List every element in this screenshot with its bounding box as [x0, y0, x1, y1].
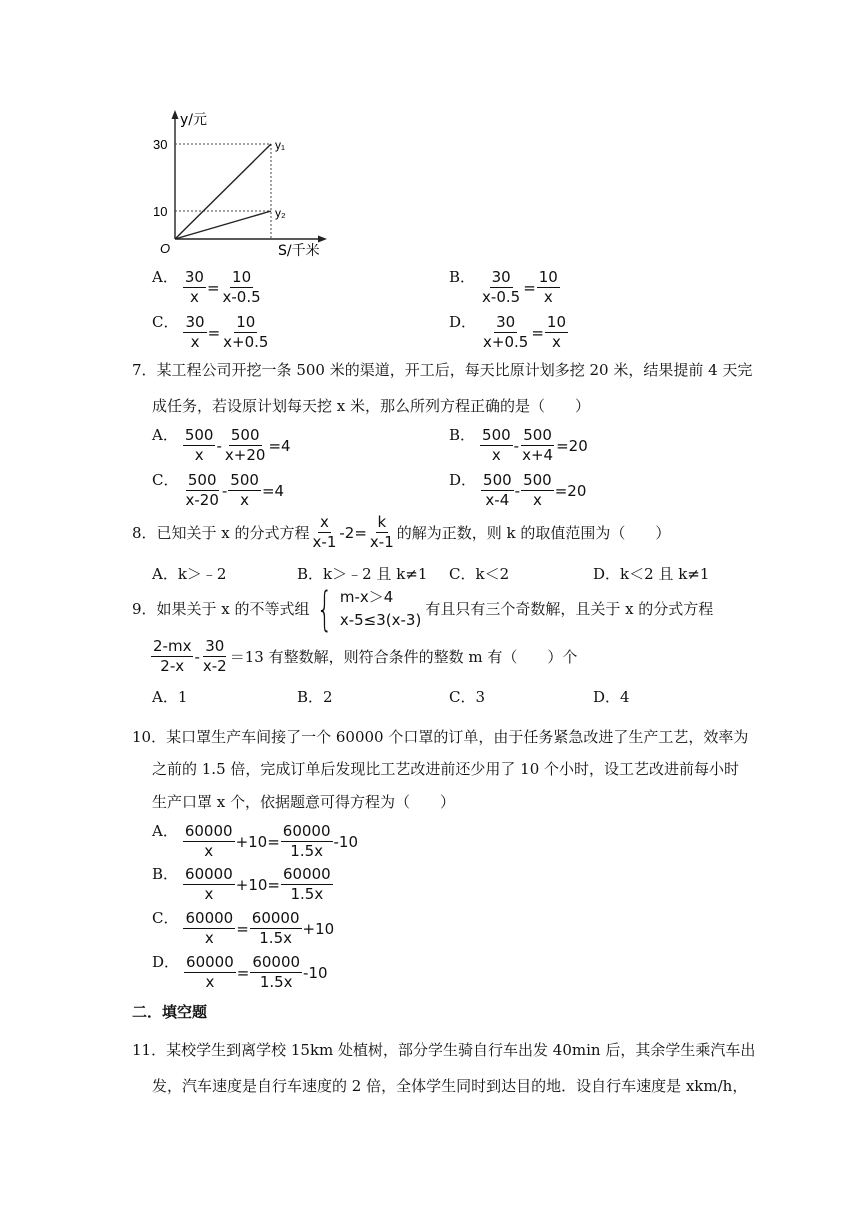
denominator: x — [543, 288, 553, 306]
denominator: x-1 — [312, 533, 337, 551]
inequality-1: m-x＞4 — [339, 588, 394, 606]
q9-line2-suffix: ＝13 有整数解，则符合条件的整数 m 有（ ）个 — [229, 647, 578, 666]
denominator: x+4 — [522, 446, 554, 464]
q10-option-b[interactable] — [152, 863, 334, 903]
inequality-system — [310, 582, 422, 636]
numerator: 500 — [523, 471, 552, 489]
numerator: 500 — [483, 471, 512, 489]
denominator: x-0.5 — [482, 288, 521, 306]
q9-option-a[interactable]: A．1 — [152, 688, 188, 706]
inequality-2: x-5≤3(x-3) — [339, 611, 422, 629]
section-title-fill-in: 二．填空题 — [132, 1003, 208, 1021]
x-axis-label: S/千米 — [278, 243, 320, 259]
numerator: 500 — [187, 471, 217, 489]
numerator: 60000 — [252, 953, 301, 971]
q10-line-1: 10．某口罩生产车间接了一个 60000 个口罩的订单，由于任务紧急改进了生产工艺，效率为 — [132, 728, 749, 746]
q8-stem — [132, 514, 670, 551]
denominator: x+0.5 — [483, 333, 529, 351]
tick-10-label: 10 — [153, 204, 168, 219]
option-label: D． — [449, 471, 477, 489]
numerator: 30 — [491, 268, 511, 286]
numerator: 500 — [523, 426, 552, 444]
q9-prefix: 9．如果关于 x 的不等式组 — [132, 600, 310, 618]
denominator: x — [205, 973, 215, 991]
q7-option-a[interactable] — [152, 424, 291, 464]
mid-operator: = — [236, 963, 250, 982]
numerator: 60000 — [251, 909, 300, 927]
q7-option-c[interactable] — [152, 469, 284, 509]
equals-sign: = — [531, 323, 544, 342]
q10-line-3: 生产口罩 x 个，依据题意可得方程为（ ） — [152, 793, 455, 811]
option-label: C． — [152, 313, 179, 331]
q9-stem-2 — [150, 638, 577, 675]
tick-30-label: 30 — [153, 137, 168, 152]
option-label: C． — [152, 909, 179, 927]
denominator: x — [240, 491, 250, 509]
graph-svg — [150, 105, 330, 265]
y-axis-arrow — [172, 110, 179, 119]
q10-option-c[interactable] — [152, 907, 334, 947]
rhs: =20 — [556, 436, 588, 455]
denominator: x — [491, 446, 501, 464]
denominator: x-1 — [369, 533, 394, 551]
left-brace: { — [316, 582, 333, 636]
q8-option-c[interactable]: C．k＜2 — [449, 565, 510, 583]
numerator: 2-mx — [153, 637, 192, 655]
numerator: 30 — [185, 313, 205, 331]
equals-sign: = — [206, 278, 220, 297]
mid-operator: +10= — [235, 875, 280, 894]
speed-cost-graph — [150, 105, 330, 265]
y-axis-label: y/元 — [180, 112, 208, 128]
option-label: C． — [152, 471, 179, 489]
q8-option-a[interactable]: A．k＞﹣2 — [152, 565, 227, 583]
q8-suffix: 的解为正数，则 k 的取值范围为（ ） — [396, 523, 671, 542]
denominator: x-0.5 — [222, 288, 261, 306]
denominator: 1.5x — [259, 929, 292, 947]
q11-line-2: 发，汽车速度是自行车速度的 2 倍，全体学生同时到达目的地．设自行车速度是 xkm/h， — [152, 1077, 748, 1095]
rhs: =4 — [268, 436, 291, 455]
numerator: x — [320, 513, 329, 531]
option-label: A． — [152, 268, 178, 286]
numerator: 60000 — [185, 865, 233, 883]
option-label: A． — [152, 822, 178, 840]
denominator: x+20 — [224, 446, 266, 464]
origin-label: O — [160, 241, 171, 256]
q8-option-d[interactable]: D．k＜2 且 k≠1 — [593, 565, 710, 583]
rhs: =20 — [554, 481, 587, 500]
denominator: x — [204, 842, 214, 860]
q10-line-2: 之前的 1.5 倍，完成订单后发现比工艺改进前还少用了 10 个小时，设工艺改进前每小时 — [152, 760, 740, 778]
denominator: x — [552, 333, 561, 351]
numerator: k — [377, 513, 387, 531]
line-y2-label: y₂ — [275, 206, 286, 220]
tail-term: +10 — [302, 919, 335, 938]
q6-option-d[interactable] — [449, 311, 569, 351]
x-axis-arrow — [318, 236, 327, 243]
denominator: x-4 — [485, 491, 510, 509]
numerator: 10 — [538, 268, 558, 286]
line-y1-label: y₁ — [275, 138, 286, 152]
denominator: x — [204, 885, 214, 903]
numerator: 60000 — [282, 822, 331, 840]
q9-suffix: 有且只有三个奇数解，且关于 x 的分式方程 — [425, 600, 714, 618]
equals-sign: = — [207, 323, 221, 342]
q10-option-a[interactable] — [152, 820, 358, 860]
option-label: B． — [449, 426, 476, 444]
q6-option-c[interactable] — [152, 311, 271, 351]
numerator: 500 — [184, 426, 214, 444]
numerator: 500 — [230, 471, 259, 489]
minus-sign: - — [514, 481, 521, 500]
q8-mid: -2= — [339, 523, 367, 542]
q8-option-b[interactable]: B．k＞﹣2 且 k≠1 — [297, 565, 428, 583]
option-label: D． — [152, 953, 180, 971]
denominator: x+0.5 — [223, 333, 269, 351]
q11-line-1: 11．某校学生到离学校 15km 处植树，部分学生骑自行车出发 40min 后，其余学生乘汽车出 — [132, 1041, 756, 1059]
equals-sign: = — [523, 278, 536, 297]
mid-operator: +10= — [235, 832, 280, 851]
numerator: 30 — [205, 637, 225, 655]
numerator: 500 — [482, 426, 511, 444]
q9-option-b[interactable]: B．2 — [297, 688, 333, 706]
denominator: x — [189, 288, 199, 306]
q7-option-b[interactable] — [449, 424, 588, 464]
denominator: x — [190, 333, 200, 351]
minus-sign: - — [221, 481, 228, 500]
q8-prefix: 8．已知关于 x 的分式方程 — [132, 523, 310, 542]
q7-line-1: 7．某工程公司开挖一条 500 米的渠道，开工后，每天比原计划多挖 20 米，结果提前 4 天完 — [132, 361, 753, 379]
numerator: 60000 — [282, 865, 331, 883]
q10-option-d[interactable] — [152, 951, 328, 991]
option-label: A． — [152, 426, 178, 444]
denominator: x-20 — [185, 491, 219, 509]
mid-operator: = — [236, 919, 249, 938]
minus-sign: - — [513, 436, 520, 455]
q9-stem-1 — [132, 582, 714, 636]
q7-option-d[interactable] — [449, 469, 586, 509]
rhs: =4 — [261, 481, 285, 500]
denominator: x — [204, 929, 214, 947]
denominator: 1.5x — [259, 973, 293, 991]
denominator: x-2 — [202, 657, 227, 675]
q6-option-a[interactable] — [152, 266, 264, 306]
numerator: 30 — [496, 313, 516, 331]
q7-line-2: 成任务，若设原计划每天挖 x 米，那么所列方程正确的是（ ） — [152, 397, 590, 415]
numerator: 10 — [236, 313, 256, 331]
option-label: B． — [449, 268, 476, 286]
numerator: 10 — [232, 268, 252, 286]
denominator: 1.5x — [290, 885, 324, 903]
option-label: D． — [449, 313, 477, 331]
numerator: 60000 — [184, 822, 233, 840]
numerator: 60000 — [185, 909, 234, 927]
q9-option-c[interactable]: C．3 — [449, 688, 486, 706]
minus-sign: - — [216, 436, 222, 455]
tail-term: -10 — [303, 963, 328, 982]
option-label: B． — [152, 865, 179, 883]
numerator: 10 — [546, 313, 567, 331]
numerator: 60000 — [186, 953, 234, 971]
denominator: 1.5x — [290, 842, 324, 860]
denominator: 2-x — [160, 657, 185, 675]
denominator: x — [532, 491, 542, 509]
tail-term: -10 — [333, 832, 359, 851]
numerator: 500 — [230, 426, 260, 444]
minus-sign: - — [194, 647, 200, 666]
denominator: x — [194, 446, 204, 464]
numerator: 30 — [184, 268, 204, 286]
q9-option-d[interactable]: D．4 — [593, 688, 630, 706]
q6-option-b[interactable] — [449, 266, 561, 306]
